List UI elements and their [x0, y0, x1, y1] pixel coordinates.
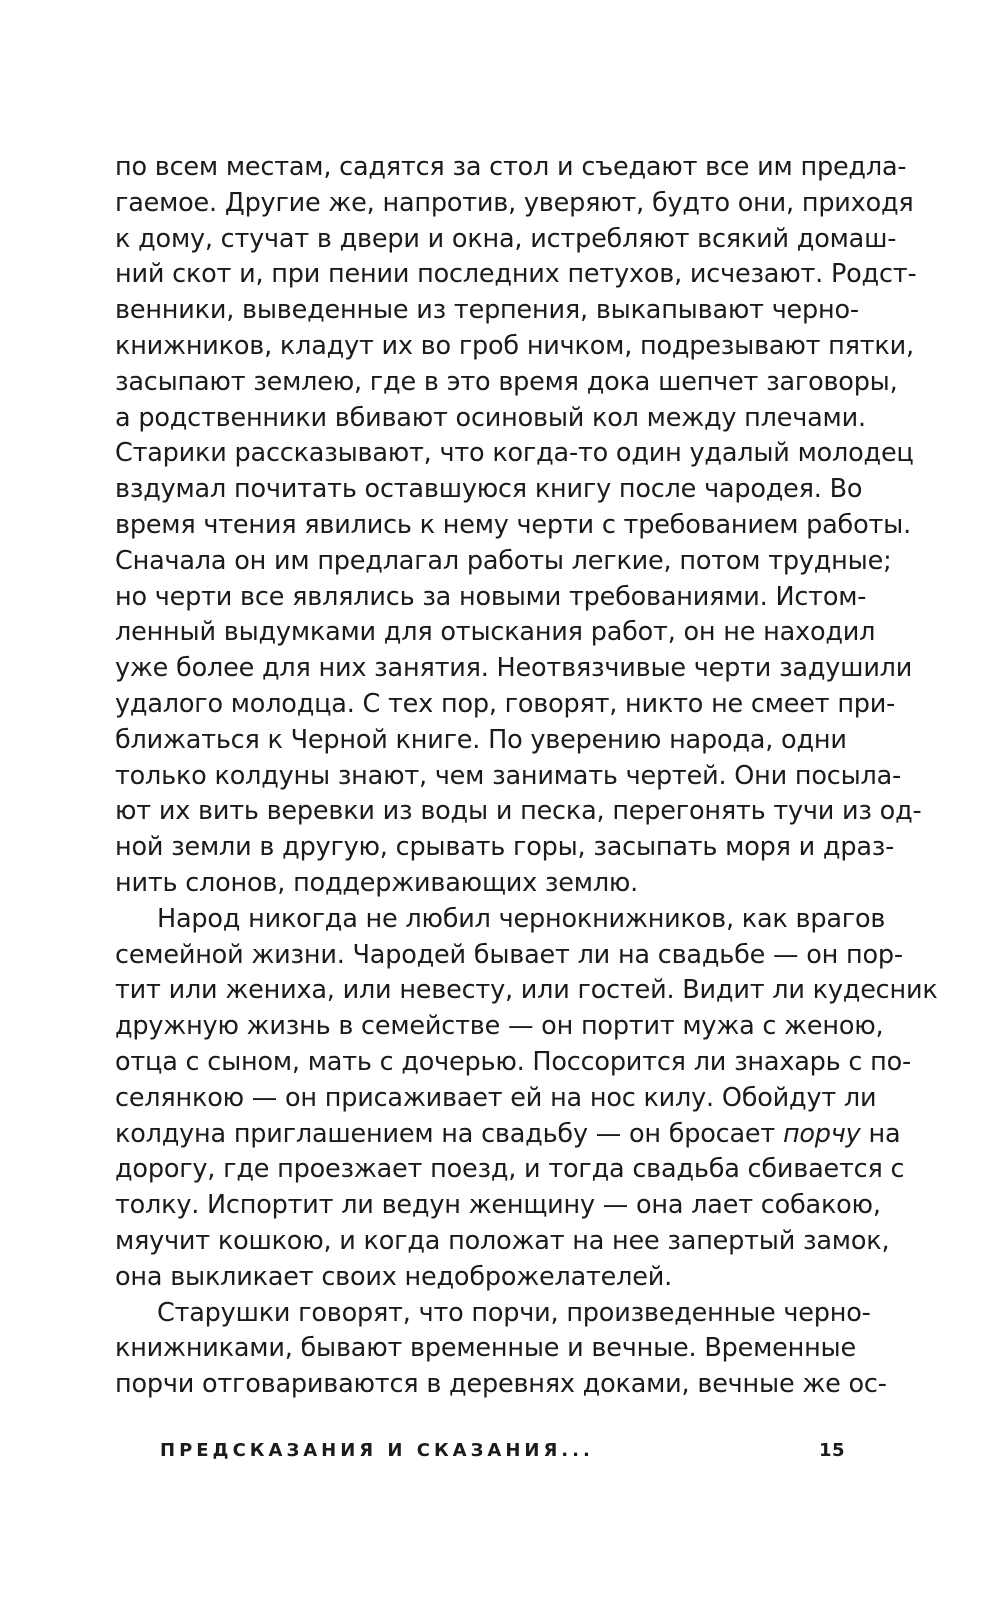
- text-line: засыпают землею, где в это время дока шепчет заговоры,: [115, 366, 898, 397]
- italic-word: порчу: [782, 1118, 861, 1149]
- text-line-with-italic: [115, 1117, 901, 1153]
- text-segment: на: [860, 1118, 901, 1149]
- text-line: только колдуны знают, чем занимать чертей. Они посыла-: [115, 760, 902, 791]
- text-line: семейной жизни. Чародей бывает ли на свадьбе — он пор-: [115, 939, 903, 970]
- text-line: уже более для них занятия. Неотвязчивые черти задушили: [115, 653, 913, 684]
- text-line: вздумал почитать оставшуюся книгу после чародея. Во: [115, 474, 863, 505]
- text-line: дружную жизнь в семействе — он портит мужа с женою,: [115, 1011, 884, 1042]
- text-line: нить слонов, поддерживающих землю.: [115, 867, 639, 898]
- text-line: время чтения явились к нему черти с требованием работы.: [115, 509, 911, 540]
- text-line: селянкою — он присаживает ей на нос килу. Обойдут ли: [115, 1082, 877, 1113]
- text-line: Старушки говорят, что порчи, произведенные черно-: [157, 1297, 871, 1328]
- text-line: мяучит кошкою, и когда положат на нее запертый замок,: [115, 1225, 890, 1256]
- text-line: к дому, стучат в двери и окна, истребляют всякий домаш-: [115, 223, 897, 254]
- text-line: гаемое. Другие же, напротив, уверяют, будто они, приходя: [115, 187, 914, 218]
- running-title: ПРЕДСКАЗАНИЯ И СКАЗАНИЯ...: [160, 1440, 594, 1461]
- text-line: удалого молодца. С тех пор, говорят, никто не смеет при-: [115, 688, 896, 719]
- text-line: книжниками, бывают временные и вечные. Временные: [115, 1333, 856, 1364]
- text-line: по всем местам, садятся за стол и съедают все им предла-: [115, 152, 907, 182]
- text-line: ют их вить веревки из воды и песка, перегонять тучи из од-: [115, 796, 922, 827]
- text-line: толку. Испортит ли ведун женщину — она лает собакою,: [115, 1190, 881, 1221]
- text-segment: колдуна приглашением на свадьбу — он бросает: [115, 1118, 776, 1149]
- text-line: ний скот и, при пении последних петухов, исчезают. Родст-: [115, 259, 917, 290]
- text-line: ной земли в другую, срывать горы, засыпать моря и драз-: [115, 832, 895, 863]
- text-line: ленный выдумками для отыскания работ, он не находил: [115, 617, 876, 648]
- paragraph-3: [115, 1296, 887, 1403]
- text-line: Народ никогда не любил чернокнижников, как врагов: [157, 903, 886, 934]
- text-line: порчи отговариваются в деревнях доками, вечные же ос-: [115, 1369, 887, 1400]
- paragraph-2: [115, 902, 938, 1296]
- text-line: а родственники вбивают осиновый кол между плечами.: [115, 402, 866, 433]
- text-line: венники, выведенные из терпения, выкапывают черно-: [115, 295, 859, 326]
- text-line: Старики рассказывают, что когда-то один удалый молодец: [115, 438, 914, 469]
- text-line: но черти все являлись за новыми требованиями. Истом-: [115, 581, 867, 612]
- page-footer: [160, 1440, 845, 1470]
- text-line: она выкликает своих недоброжелателей.: [115, 1261, 673, 1292]
- text-line: тит или жениха, или невесту, или гостей. Видит ли кудесник: [115, 975, 938, 1006]
- body-text: [115, 150, 938, 1403]
- text-line: Сначала он им предлагал работы легкие, потом трудные;: [115, 545, 892, 576]
- text-line: ближаться к Черной книге. По уверению народа, одни: [115, 724, 847, 755]
- text-line: дорогу, где проезжает поезд, и тогда свадьба сбивается с: [115, 1154, 905, 1185]
- paragraph-1: [115, 150, 922, 902]
- page-number: 15: [818, 1440, 845, 1461]
- text-line: книжников, кладут их во гроб ничком, подрезывают пятки,: [115, 330, 914, 361]
- text-line: отца с сыном, мать с дочерью. Поссорится ли знахарь с по-: [115, 1046, 911, 1077]
